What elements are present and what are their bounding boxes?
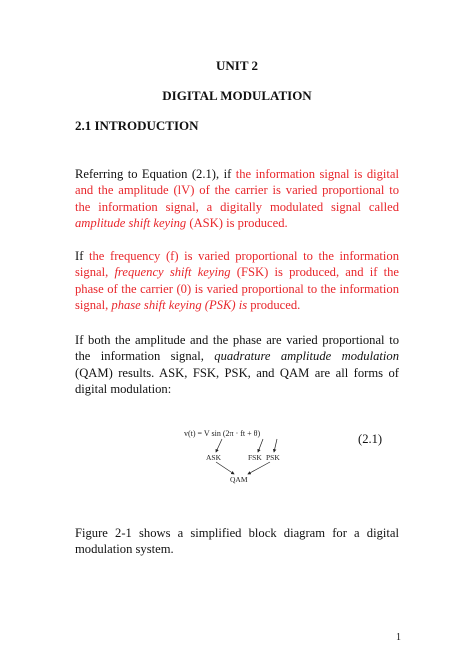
label-psk: PSK bbox=[266, 453, 280, 462]
paragraph-ask bbox=[75, 166, 399, 231]
paragraph-fsk-psk bbox=[75, 248, 399, 313]
text-run-red: (ASK) is produced. bbox=[186, 215, 288, 230]
term-qam: quadrature amplitude modulation bbox=[214, 349, 399, 364]
arrow-fsk bbox=[258, 439, 263, 452]
label-fsk: FSK bbox=[248, 453, 262, 462]
equation-figure bbox=[180, 422, 310, 492]
text-run: (QAM) results. ASK, FSK, PSK, and QAM are all forms of digital modulation: bbox=[75, 365, 399, 396]
section-heading: 2.1 INTRODUCTION bbox=[75, 118, 199, 133]
text-run: Referring to Equation (2.1), if bbox=[75, 167, 236, 181]
label-qam: QAM bbox=[230, 475, 248, 484]
arrow-ask bbox=[216, 439, 222, 452]
label-ask: ASK bbox=[206, 453, 222, 462]
equation-diagram bbox=[180, 422, 310, 492]
text-run-red: the frequency (f) is varied proportional to the information signal, bbox=[75, 249, 399, 280]
arrow-psk-qam bbox=[248, 462, 270, 474]
equation-formula: v(t) = V sin (2π · ft + θ) bbox=[184, 429, 261, 438]
term-psk: phase shift keying (PSK) is bbox=[111, 297, 248, 312]
chapter-title: DIGITAL MODULATION bbox=[162, 88, 312, 103]
unit-title: UNIT 2 bbox=[215, 58, 259, 73]
term-ask: amplitude shift keying bbox=[75, 215, 187, 230]
term-fsk: frequency shift keying bbox=[114, 265, 231, 280]
text-run-red: (FSK) is produced, and if the phase of the carrier (0) is varied proportional to the information signal, bbox=[75, 265, 399, 312]
arrow-psk bbox=[274, 439, 277, 452]
paragraph-figure-ref bbox=[75, 525, 399, 558]
equation-number: (2.1) bbox=[358, 432, 383, 446]
text-run-red: produced. bbox=[247, 297, 301, 312]
paragraph-qam bbox=[75, 332, 399, 397]
text-run: Figure 2-1 shows a simplified block diagram for a digital modulation system. bbox=[75, 526, 399, 557]
page-number: 1 bbox=[396, 632, 401, 643]
text-run: If bbox=[75, 249, 90, 263]
text-run-red: the information signal is digital and the amplitude (lV) of the carrier is varied proportional to the information signal, a digitally modulated signal called bbox=[75, 167, 399, 214]
text-run: If both the amplitude and the phase are varied proportional to the information signal, bbox=[75, 333, 399, 364]
arrow-ask-qam bbox=[216, 462, 234, 474]
